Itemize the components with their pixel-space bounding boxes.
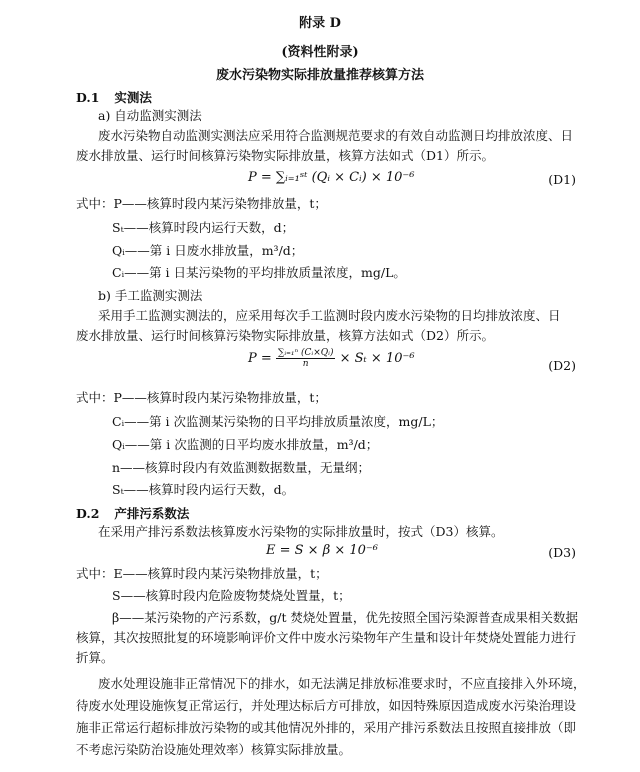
equation-d2	[248, 348, 415, 369]
equation-left: P =	[248, 351, 272, 366]
paragraph-line: 不考虑污染防治设施处理效率）核算实际排放量。	[76, 742, 352, 757]
definition-line: S——核算时段内危险废物焚烧处置量，t；	[112, 588, 351, 603]
paragraph-line: 废水污染物自动监测实测法应采用符合监测规范要求的有效自动监测日均排放浓度、日	[98, 128, 574, 143]
where-line: 式中：E——核算时段内某污染物排放量，t；	[76, 566, 328, 581]
where-line: 式中：P——核算时段内某污染物排放量，t；	[76, 196, 327, 211]
where-line: 式中：P——核算时段内某污染物排放量，t；	[76, 390, 327, 405]
paragraph-line: 废水排放量、运行时间核算污染物实际排放量，核算方法如式（D1）所示。	[76, 148, 494, 163]
definition-line: Cᵢ——第 i 日某污染物的平均排放质量浓度，mg/L。	[112, 265, 406, 280]
definition-line: Cᵢ——第 i 次监测某污染物的日平均排放质量浓度，mg/L；	[112, 414, 444, 429]
definition-line: Qᵢ——第 i 次监测的日平均废水排放量，m³/d；	[112, 437, 379, 452]
equation-number-d3: (D3)	[548, 545, 576, 560]
paragraph-line: 在采用产排污系数法核算废水污染物的实际排放量时，按式（D3）核算。	[98, 524, 504, 539]
section-number: D.1	[76, 90, 100, 105]
equation-number-d1: (D1)	[548, 172, 576, 187]
fraction-denominator: n	[302, 359, 309, 369]
equation-number-d2: (D2)	[548, 358, 576, 373]
section-d1-heading	[76, 88, 152, 106]
paragraph-line: 采用手工监测实测法的，应采用每次手工监测时段内废水污染物的日均排放浓度、日	[98, 308, 561, 323]
equation-d1: P = ∑ᵢ₌₁ˢᵗ (Qᵢ × Cᵢ) × 10⁻⁶	[248, 170, 415, 185]
definition-line: 折算。	[76, 650, 114, 665]
section-title: 实测法	[114, 90, 152, 105]
equation-right: × Sₜ × 10⁻⁶	[339, 351, 415, 366]
appendix-title: 废水污染物实际排放量推荐核算方法	[215, 68, 424, 83]
fraction-numerator: ∑ᵢ₌₁ⁿ (Cᵢ×Qᵢ)	[277, 348, 334, 358]
definition-line: Qᵢ——第 i 日废水排放量，m³/d；	[112, 243, 304, 258]
equation-d3: E = S × β × 10⁻⁶	[266, 543, 378, 558]
definition-line: 核算，其次按照批复的环境影响评价文件中废水污染物年产生量和设计年焚烧处置能力进行	[76, 630, 577, 645]
paragraph-line: 废水处理设施非正常情况下的排水，如无法满足排放标准要求时，不应直接排入外环境，	[98, 676, 586, 691]
paragraph-line: 施非正常运行超标排放污染物的或其他情况外排的，采用产排污系数法且按照直接排放（即	[76, 720, 577, 735]
paragraph-line: 待废水处理设施恢复正常运行，并处理达标后方可排放，如因特殊原因造成废水污染治理设	[76, 698, 577, 713]
section-number: D.2	[76, 506, 100, 521]
section-d2-heading	[76, 504, 189, 522]
subheading-b: b) 手工监测实测法	[98, 288, 203, 303]
definition-line: n——核算时段内有效监测数据数量，无量纲；	[112, 460, 371, 475]
definition-line: Sₜ——核算时段内运行天数，d；	[112, 220, 295, 235]
appendix-note: (资料性附录)	[281, 45, 359, 60]
definition-line: Sₜ——核算时段内运行天数，d。	[112, 482, 295, 497]
subheading-a: a) 自动监测实测法	[98, 108, 202, 123]
appendix-label: 附录 D	[299, 16, 341, 31]
equation-fraction	[276, 348, 336, 369]
section-title: 产排污系数法	[114, 506, 190, 521]
definition-line: β——某污染物的产污系数，g/t 焚烧处置量，优先按照全国污染源普查成果相关数据	[112, 610, 578, 625]
paragraph-line: 废水排放量、运行时间核算污染物实际排放量，核算方法如式（D2）所示。	[76, 328, 494, 343]
